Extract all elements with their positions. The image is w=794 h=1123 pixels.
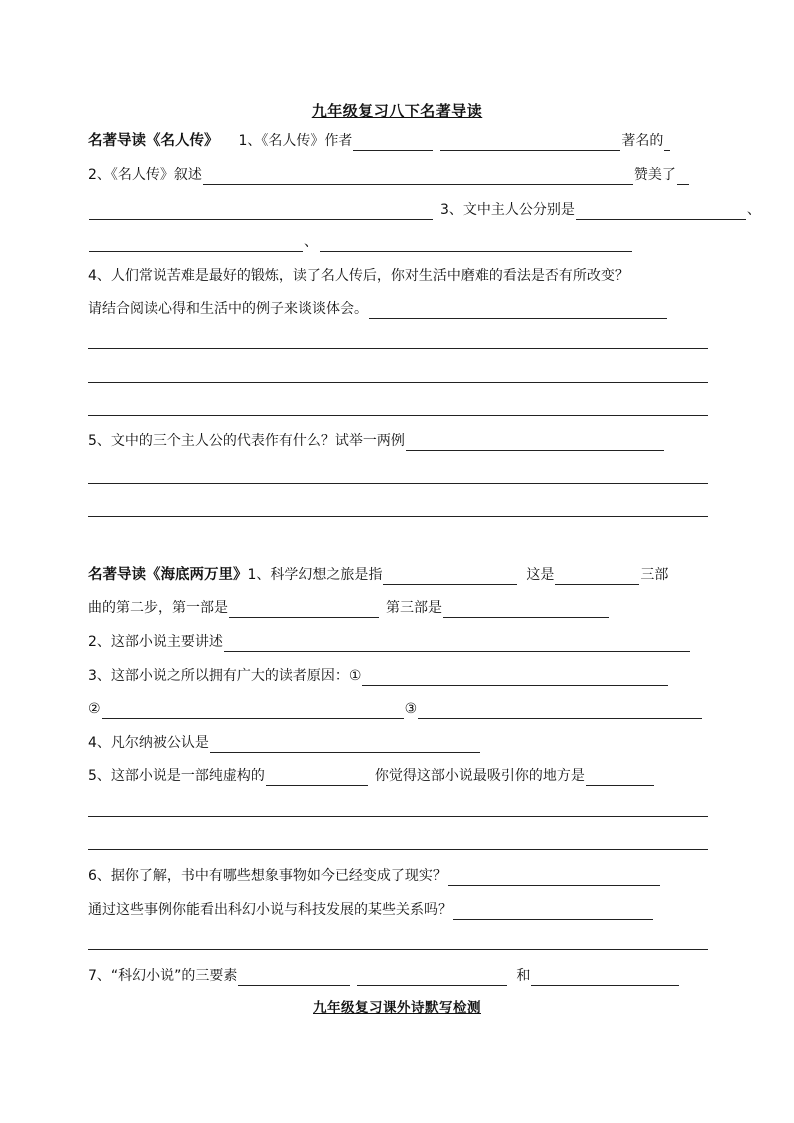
s2-q1-blank-third[interactable] bbox=[443, 601, 609, 618]
s2-q2-row bbox=[88, 632, 691, 652]
s2-q5-answer-line-2[interactable] bbox=[88, 849, 708, 850]
s1-q1-blank-nationality[interactable] bbox=[440, 134, 620, 151]
s1-q2-suffix: 赞美了 bbox=[633, 167, 676, 183]
s1-q3-blank-2[interactable] bbox=[89, 235, 303, 252]
s2-q6-row bbox=[88, 866, 661, 886]
s2-q1-row2 bbox=[88, 598, 610, 618]
s1-q2-text: 2、《名人传》叙述 bbox=[88, 167, 202, 183]
s2-q3-row bbox=[88, 666, 669, 686]
s2-q7-text: 7、“科幻小说”的三要素 bbox=[88, 968, 238, 984]
s2-q2-blank[interactable] bbox=[224, 635, 690, 652]
s2-q5-text-b: 你觉得这部小说最吸引你的地方是 bbox=[374, 768, 585, 784]
s2-q1-line2-text-b: 第三部是 bbox=[386, 600, 442, 616]
s2-q7-blank-1[interactable] bbox=[238, 969, 350, 986]
s1-q2-blank-praise[interactable] bbox=[677, 168, 689, 185]
s2-q5-blank-start[interactable] bbox=[586, 769, 654, 786]
s1-q4-row1 bbox=[88, 266, 629, 286]
s2-q3-mark-2: ② bbox=[88, 701, 101, 717]
s1-q5-row bbox=[88, 431, 665, 451]
s2-q7-blank-3[interactable] bbox=[531, 969, 679, 986]
s1-q4-text-2: 请结合阅读心得和生活中的例子来谈谈体会。 bbox=[88, 301, 368, 317]
s1-q3-text: 3、文中主人公分别是 bbox=[440, 202, 575, 218]
s1-q3-blank-1[interactable] bbox=[576, 203, 746, 220]
section-heading-haidi: 名著导读《海底两万里》 bbox=[88, 567, 248, 583]
s1-q1-row bbox=[88, 131, 671, 151]
s2-q1-text-b: 这是 bbox=[526, 567, 555, 583]
s2-q4-blank[interactable] bbox=[210, 736, 480, 753]
s2-q1-line2-text: 曲的第二步，第一部是 bbox=[88, 600, 228, 616]
s1-q3-row bbox=[88, 200, 761, 220]
next-section-title: 九年级复习课外诗默写检测 bbox=[313, 1000, 481, 1016]
s1-q3-blank-3[interactable] bbox=[320, 235, 632, 252]
s2-q3-text: 3、这部小说之所以拥有广大的读者原因：① bbox=[88, 668, 362, 684]
s1-q4-answer-line-1[interactable] bbox=[88, 348, 708, 349]
s2-q5-text: 5、这部小说是一部纯虚构的 bbox=[88, 768, 265, 784]
s2-q5-answer-line-1[interactable] bbox=[88, 816, 708, 817]
s1-q3-comma2: 、 bbox=[304, 234, 318, 250]
s2-q7-blank-2[interactable] bbox=[357, 969, 507, 986]
s2-q6-text-1: 6、据你了解，书中有哪些想象事物如今已经变成了现实？ bbox=[88, 868, 447, 884]
s2-q3-blank-3[interactable] bbox=[418, 702, 702, 719]
section-heading-mingrenzhuan: 名著导读《名人传》 bbox=[88, 133, 219, 149]
s1-q5-answer-line-1[interactable] bbox=[88, 483, 708, 484]
s1-q1-text: 1、《名人传》作者 bbox=[238, 133, 353, 149]
s1-q4-blank-start[interactable] bbox=[369, 302, 667, 319]
s1-q2-blank-narrate[interactable] bbox=[203, 168, 633, 185]
s2-q3-mark-3: ③ bbox=[404, 701, 418, 717]
s1-q5-answer-line-2[interactable] bbox=[88, 516, 708, 517]
s2-q3-blank-2[interactable] bbox=[102, 702, 404, 719]
s2-q1-blank-trilogy[interactable] bbox=[555, 568, 639, 585]
s1-q3-row2 bbox=[88, 232, 633, 252]
s1-q5-text: 5、文中的三个主人公的代表作有什么？试举一两例 bbox=[88, 433, 405, 449]
s1-q4-answer-line-3[interactable] bbox=[88, 415, 708, 416]
s1-q2-row bbox=[88, 165, 690, 185]
s2-q7-and: 和 bbox=[516, 968, 531, 984]
s1-q1-blank-tail[interactable] bbox=[664, 134, 670, 151]
s1-q2-blank-continued[interactable] bbox=[89, 203, 433, 220]
s2-q3-row2 bbox=[88, 699, 703, 719]
s2-q3-blank-1[interactable] bbox=[362, 669, 668, 686]
s2-q5-blank-type[interactable] bbox=[266, 769, 368, 786]
s1-q3-comma: 、 bbox=[746, 202, 761, 218]
s1-q5-blank-start[interactable] bbox=[406, 434, 664, 451]
s2-q6-blank-1[interactable] bbox=[448, 869, 660, 886]
s2-q6-answer-line[interactable] bbox=[88, 949, 708, 950]
s1-q4-text-1: 4、人们常说苦难是最好的锻炼，读了名人传后，你对生活中磨难的看法是否有所改变？ bbox=[88, 268, 629, 284]
s2-q1-blank-first[interactable] bbox=[229, 601, 379, 618]
s2-q2-text: 2、这部小说主要讲述 bbox=[88, 634, 223, 650]
s2-q1-text: 1、科学幻想之旅是指 bbox=[247, 567, 383, 583]
s2-q7-row bbox=[88, 966, 680, 986]
page-title: 九年级复习八下名著导读 bbox=[311, 102, 483, 120]
s2-q4-text: 4、凡尔纳被公认是 bbox=[88, 735, 209, 751]
s2-q5-row bbox=[88, 766, 655, 786]
s2-q6-text-2: 通过这些事例你能看出科幻小说与科技发展的某些关系吗？ bbox=[88, 902, 452, 918]
s2-q1-blank-journey[interactable] bbox=[383, 568, 517, 585]
s2-q1-row bbox=[88, 565, 668, 585]
s2-q6-row2 bbox=[88, 900, 654, 920]
s2-q6-blank-2[interactable] bbox=[453, 903, 653, 920]
s1-q1-suffix: 著名的 bbox=[621, 133, 664, 149]
s1-q4-answer-line-2[interactable] bbox=[88, 382, 708, 383]
s1-q1-blank-author[interactable] bbox=[353, 134, 433, 151]
s2-q4-row bbox=[88, 733, 481, 753]
s2-q1-text-c: 三部 bbox=[640, 567, 669, 583]
s1-q4-row2 bbox=[88, 299, 668, 319]
